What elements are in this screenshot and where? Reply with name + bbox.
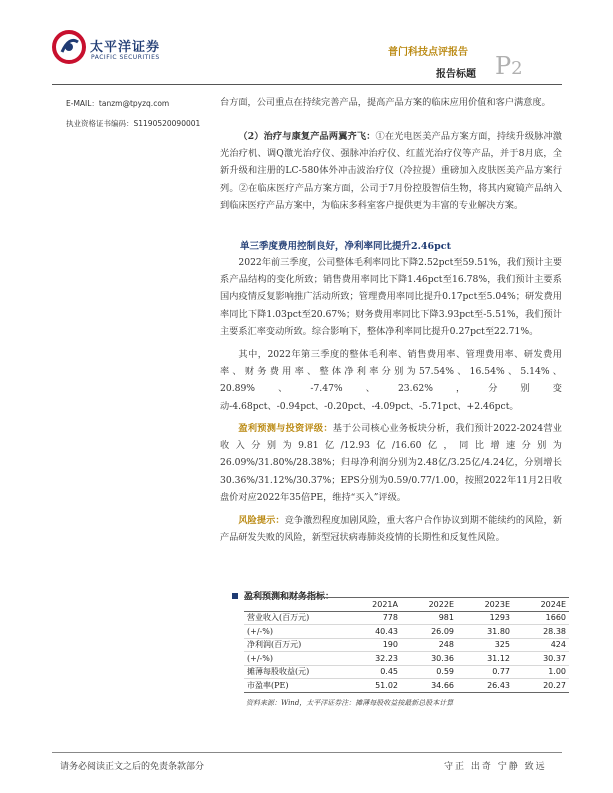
header-divider (52, 84, 562, 85)
paragraph-2-text: ①在光电医美产品方案方面，持续升级脉冲激光治疗机、调Q激光治疗仪、强脉冲治疗仪、红蓝光治疗仪等产品，并于8月底，全新升级和注册的LC-580体外冲击波治疗仪（冷拉提）重磅加入皮肤医美产品方案行列。②在临床医疗产品方案方面，公司于7月份控股智信生物，将其内窥镜产品纳入到临床医疗产品方案中，为临床多科室客户提供更为丰富的专业解决方案。 (220, 131, 562, 211)
table-cell: 30.36 (401, 652, 457, 666)
table-header-row (244, 598, 569, 612)
table-cell: 营业收入(百万元) (244, 611, 345, 625)
page-number (495, 52, 523, 80)
table-cell: 市盈率(PE) (244, 679, 345, 693)
pacific-logo-icon (52, 30, 86, 64)
financial-table (244, 597, 569, 693)
logo-en: PACIFIC SECURITIES (91, 54, 160, 61)
table-row (244, 638, 569, 652)
logo (52, 28, 192, 68)
risk-label: 风险提示： (238, 515, 285, 526)
table-cell: 31.12 (457, 652, 513, 666)
table-cell: 32.23 (345, 652, 401, 666)
analyst-license: 执业资格证书编码：S1190520090001 (66, 119, 201, 128)
paragraph-2-label: （2）治疗与康复产品两翼齐飞： (238, 131, 376, 142)
paragraph-3: 2022年前三季度，公司整体毛利率同比下降2.52pct至59.51%，我们预计主要系产品结构的变化所致；销售费用率同比下降1.46pct至16.78%，我们预计主要系国内疫情反复影响推广活动所致；管理费用率同比提升0.17pct至5.04%；研发费用率同比下降1.03pct至20.67%；财务费用率同比下降3.93pct至-5.51%，我们预计主要系汇率变动所致。综合影响下，整体净利率同比提升0.27pct至22.71%。 (220, 257, 562, 337)
table-header-cell: 2022E (401, 598, 457, 612)
table-cell: 34.66 (401, 679, 457, 693)
table-cell: 325 (457, 638, 513, 652)
table-row (244, 652, 569, 666)
risk-text: 竞争激烈程度加剧风险，重大客户合作协议到期不能续约的风险，新产品研发失败的风险，新型冠状病毒肺炎疫情的长期性和反复性风险。 (220, 515, 563, 544)
table-header-cell: 2021A (345, 598, 401, 612)
table-cell: 0.45 (345, 665, 401, 679)
table-bullet-icon (232, 593, 238, 599)
table-cell: 190 (345, 638, 401, 652)
table-cell: 28.38 (513, 625, 569, 639)
rating-label: 盈利预测与投资评级： (238, 423, 333, 434)
table-cell: 摊薄每股收益(元) (244, 665, 345, 679)
report-type: 普门科技点评报告 (388, 47, 468, 58)
table-row (244, 625, 569, 639)
paragraph-6 (220, 512, 562, 546)
report-title: 报告标题 (436, 69, 476, 80)
table-cell: 26.43 (457, 679, 513, 693)
table-cell: 26.09 (401, 625, 457, 639)
table-header-cell: 2024E (513, 598, 569, 612)
table-title: 盈利预测和财务指标： (244, 592, 335, 602)
section-heading: 单三季度费用控制良好，净利率同比提升2.46pct (240, 241, 451, 252)
logo-cn: 太平洋证券 (90, 40, 161, 55)
table-row (244, 611, 569, 625)
page-prefix: P (495, 52, 512, 80)
paragraph-5 (220, 420, 562, 506)
paragraph-1: 台方面，公司重点在持续完善产品，提高产品方案的临床应用价值和客户满意度。 (220, 97, 551, 108)
paragraph-4: 其中，2022年第三季度的整体毛利率、销售费用率、管理费用率、研发费用率、财务费用率、整体净利率分别为57.54%、16.54%、5.14%、20.89%、-7.47%、23.62%，分别变动-4.68pct、-0.94pct、-0.20pct、-4.09pct、-5.71pct、+2.46pct。 (220, 349, 562, 412)
table-header-cell (244, 598, 345, 612)
table-cell: 0.77 (457, 665, 513, 679)
analyst-email: E-MAIL：tanzm@tpyzq.com (66, 99, 170, 108)
table-cell: 31.80 (457, 625, 513, 639)
table-cell: 248 (401, 638, 457, 652)
table-row (244, 665, 569, 679)
footer-disclaimer: 请务必阅读正文之后的免责条款部分 (60, 762, 205, 772)
table-cell: 424 (513, 638, 569, 652)
table-cell: 0.59 (401, 665, 457, 679)
table-row (244, 679, 569, 693)
table-cell: 51.02 (345, 679, 401, 693)
footer-motto: 守正 出奇 宁静 致远 (444, 762, 547, 772)
table-cell: 778 (345, 611, 401, 625)
table-cell: 净利润(百万元) (244, 638, 345, 652)
footer-divider (52, 752, 562, 753)
table-cell: (+/-%) (244, 652, 345, 666)
table-cell: 981 (401, 611, 457, 625)
table-cell: 30.37 (513, 652, 569, 666)
table-cell: 1660 (513, 611, 569, 625)
paragraph-2 (220, 128, 562, 214)
table-cell: 40.43 (345, 625, 401, 639)
table-cell: (+/-%) (244, 625, 345, 639)
table-source: 资料来源：Wind，太平洋证券注：摊薄每股收益按最新总股本计算 (246, 699, 454, 707)
table-cell: 1293 (457, 611, 513, 625)
rating-text: 基于公司核心业务板块分析，我们预计2022-2024营业收入分别为9.81亿/12.93亿/16.60亿，同比增速分别为26.09%/31.80%/28.38%；归母净利润分别为2.48亿/3.25亿/4.24亿，分别增长30.36%/31.12%/30.37%；EPS分别为0.59/0.77/1.00，按照2022年11月2日收盘价对应2022年35倍PE，维持“买入”评级。 (220, 423, 562, 503)
table-cell: 1.00 (513, 665, 569, 679)
page-digit: 2 (511, 58, 523, 79)
table-header-cell: 2023E (457, 598, 513, 612)
table-cell: 20.27 (513, 679, 569, 693)
